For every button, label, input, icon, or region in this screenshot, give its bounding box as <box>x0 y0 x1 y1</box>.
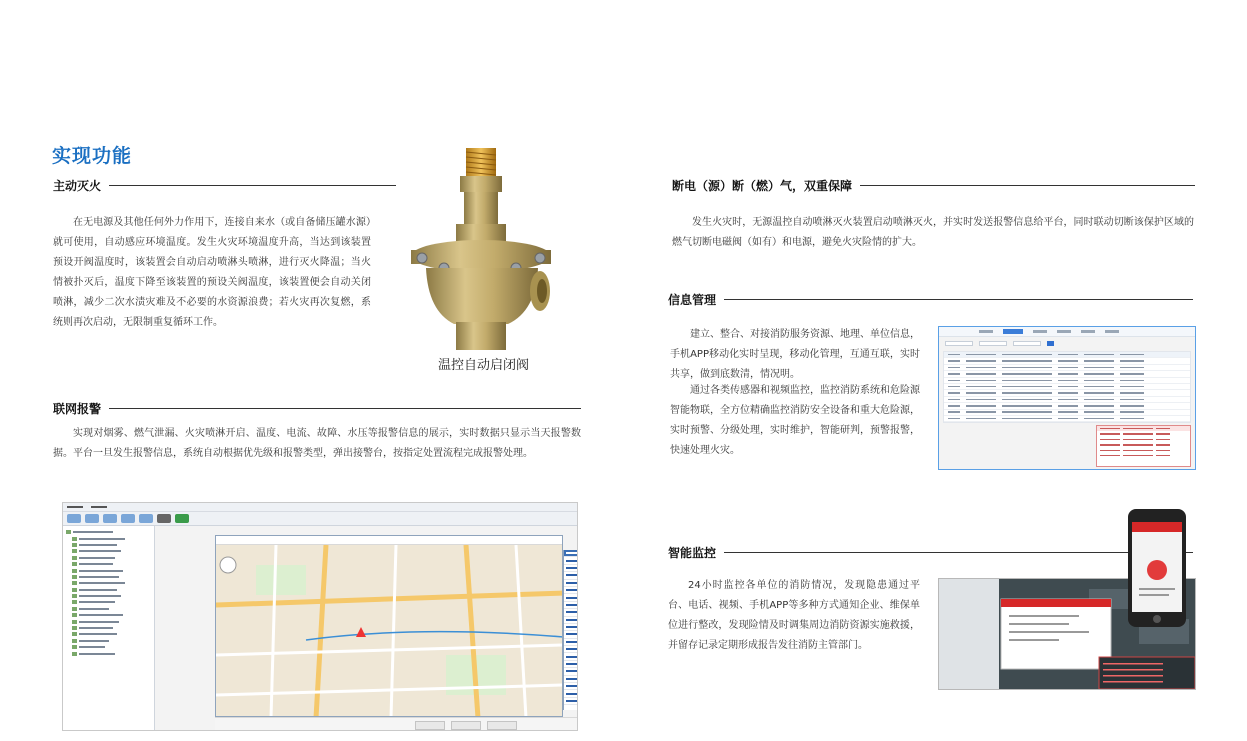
screenshot-alarm-list <box>563 550 578 710</box>
section-heading-info-mgmt <box>668 291 1193 308</box>
network-alarm-text: 实现对烟雾、燃气泄漏、火灾喷淋开启、温度、电流、故障、水压等报警信息的展示，实时数据只显示当天报警数据。平台一旦发生报警信息，系统自动根据优先级和报警类型，弹出接警台，按指定处置流程完成报警处理。 <box>53 428 581 459</box>
info-mgmt-text-1: 建立、整合、对接消防服务资源、地理、单位信息，手机APP移动化实时呈现，移动化管理，互通互联，实时共享，做到底数清，情况明。 <box>670 329 920 380</box>
screenshot-menubar <box>63 503 577 512</box>
screenshot-map <box>215 535 563 717</box>
section-title: 主动灭火 <box>53 179 102 193</box>
cutoff-text: 发生火灾时，无源温控自动喷淋灭火装置启动喷淋灭火，并实时发送报警信息给平台，同时联动切断该保护区域的燃气切断电磁阀（如有）和电源，避免火灾险情的扩大。 <box>672 217 1194 248</box>
valve-image <box>404 146 554 351</box>
map-roads <box>216 545 563 717</box>
screenshot-table <box>943 351 1191 423</box>
valve-caption: 温控自动启闭阀 <box>438 358 530 373</box>
screenshot-bottom-bar <box>215 717 577 731</box>
page-title: 实现功能 <box>52 145 133 167</box>
screenshot-alarm-popup <box>1096 425 1191 467</box>
section-title: 智能监控 <box>668 546 717 560</box>
section-title: 联网报警 <box>53 402 102 416</box>
section-heading-active-fire <box>53 177 396 194</box>
screenshot-filter <box>939 337 1195 349</box>
divider <box>724 552 1193 553</box>
divider <box>109 185 396 186</box>
divider <box>109 408 581 409</box>
section-title: 断电（源）断（燃）气，双重保障 <box>672 179 853 193</box>
section-heading-cutoff <box>672 177 1195 194</box>
screenshot-nav <box>939 327 1195 337</box>
smart-monitor-text: 24小时监控各单位的消防情况，发现隐患通过平台、电话、视频、手机APP等多种方式通知企业、维保单位进行整改，发现险情及时调集周边消防资源实施救援，并留存记录定期形成报告发往消防主管部门。 <box>668 580 920 651</box>
divider <box>724 299 1193 300</box>
section-title: 信息管理 <box>668 293 717 307</box>
phone-mockup <box>1127 508 1187 628</box>
screenshot-toolbar <box>63 512 577 526</box>
alarm-software-screenshot <box>62 502 578 731</box>
active-fire-text: 在无电源及其他任何外力作用下，连接自来水（或自备储压罐水源）就可使用，自动感应环境温度。发生火灾环境温度升高，当达到该装置预设开阀温度时，该装置会自动启动喷淋头喷淋，进行灭火降温；当火情被扑灭后，温度下降至该装置的预设关阀温度，该装置便会自动关闭喷淋，减少二次水渍灾难及不必要的水资源浪费；若火灾再次复燃，系统则再次启动，无限制重复循环工作。 <box>53 217 371 328</box>
section-heading-smart-monitor <box>668 544 1193 561</box>
info-mgmt-text-2: 通过各类传感器和视频监控，监控消防系统和危险源智能物联，全方位精确监控消防安全设备和重大危险源，实时预警、分级处理，实时维护，智能研判，预警报警，快速处理火灾。 <box>670 385 920 456</box>
section-heading-network-alarm <box>53 400 581 417</box>
screenshot-device-tree <box>63 526 155 730</box>
info-mgmt-screenshot <box>938 326 1196 470</box>
divider <box>860 185 1195 186</box>
